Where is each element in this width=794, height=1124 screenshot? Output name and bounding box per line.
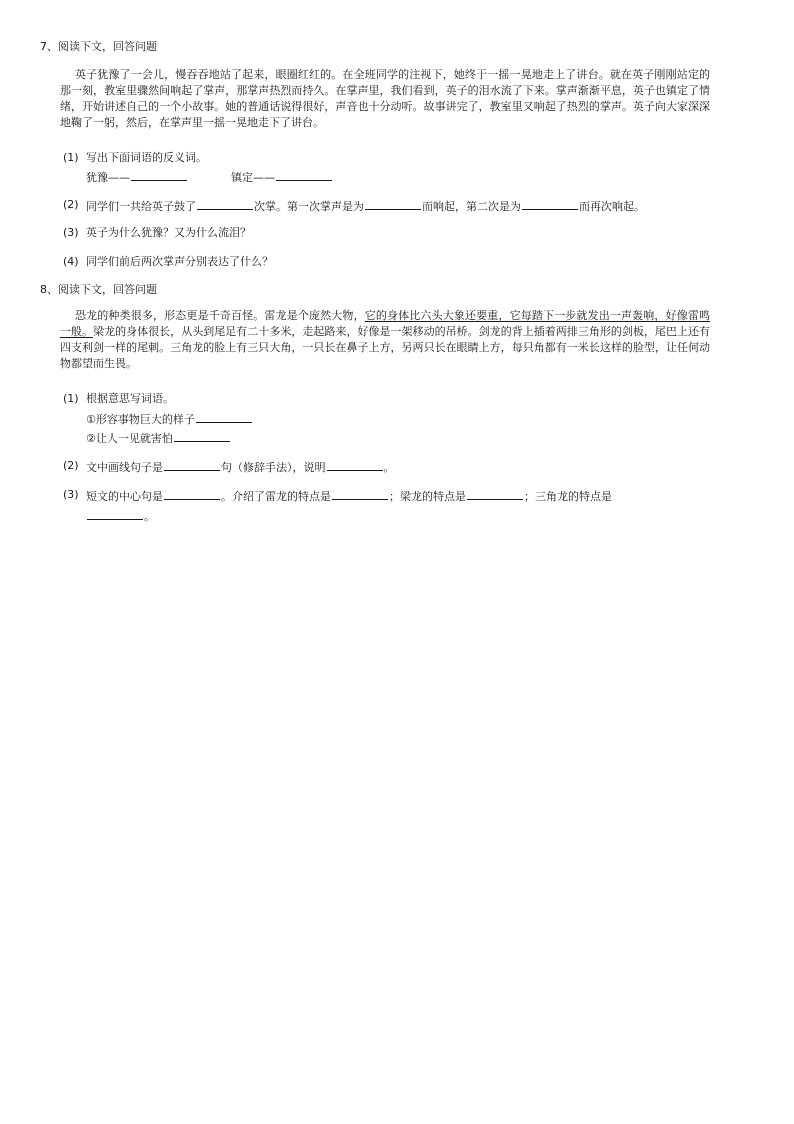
q8-sub3-continuation [86, 507, 155, 525]
question-7-heading: 7、阅读下文，回答问题 [40, 40, 157, 53]
q7-sub2-text-b: 次掌。第一次掌声是为 [254, 200, 364, 213]
q8-sub3-text-d: ；三角龙的特点是 [524, 490, 612, 503]
q8-sub3-blank-3[interactable] [467, 487, 523, 500]
q7-antonym-blank-2[interactable] [276, 168, 332, 181]
q7-sub1-number: (1) [63, 151, 79, 164]
q8-sub1-item-2 [86, 429, 231, 447]
q7-sub2-prompt [86, 197, 645, 215]
q8-sub2-number: (2) [63, 459, 79, 472]
q8-sub1-blank-1[interactable] [196, 410, 252, 423]
q7-sub2-number: (2) [63, 198, 79, 211]
q8-sub3-blank-2[interactable] [332, 487, 388, 500]
q8-sub2-text-b: 句（修辞手法），说明 [221, 461, 326, 474]
q8-sub2-text-c: 。 [383, 461, 395, 474]
q8-sub1-blank-2[interactable] [174, 429, 230, 442]
q8-sub3-text-e: 。 [144, 510, 155, 523]
q7-sub2-text-d: 而再次响起。 [579, 200, 645, 213]
q7-sub2-text-a: 同学们一共给英子鼓了 [86, 200, 196, 213]
q7-sub4-number: (4) [63, 255, 79, 268]
question-7-passage: 英子犹豫了一会儿，慢吞吞地站了起来，眼圈红红的。在全班同学的注视下，她终于一摇一晃地走上了讲台。就在英子刚刚站定的那一刻，教室里骤然间响起了掌声，那掌声热烈而持久。在掌声里，我们看到，英子的泪水流了下来。掌声渐渐平息，英子也镇定了情绪，开始讲述自己的一个小故事。她的普通话说得很好，声音也十分动听。故事讲完了，教室里又响起了热烈的掌声。英子向大家深深地鞠了一躬，然后，在掌声里一摇一晃地走下了讲台。 [60, 68, 710, 129]
q8-passage-text-a: 恐龙的种类很多，形态更是千奇百怪。雷龙是个庞然大物， [75, 309, 365, 322]
q8-sub1-prompt: 根据意思写词语。 [86, 392, 174, 405]
q7-sub3-prompt: 英子为什么犹豫？又为什么流泪？ [86, 226, 251, 239]
q8-sub3-text-b: 。介绍了雷龙的特点是 [221, 490, 331, 503]
q8-sub2-text-a: 文中画线句子是 [86, 461, 163, 474]
q8-sub3-blank-4[interactable] [87, 507, 143, 520]
q8-sub3-prompt [86, 487, 612, 505]
q7-antonym-blank-1[interactable] [131, 168, 187, 181]
q8-sub3-blank-1[interactable] [164, 487, 220, 500]
q8-sub3-text-c: ；梁龙的特点是 [389, 490, 466, 503]
q8-passage-text-b: 梁龙的身体很长，从头到尾足有二十多米，走起路来，好像是一架移动的吊桥。剑龙的背上插着两排三角形的剑板，尾巴上还有四支利剑一样的尾刺。三角龙的脸上有三只大角，一只长在鼻子上方，另两只长在眼睛上方，每只角都有一米长这样的脸型，让任何动物都望而生畏。 [60, 325, 711, 370]
q7-sub4-prompt: 同学们前后两次掌声分别表达了什么？ [86, 255, 273, 268]
q8-sub2-blank-2[interactable] [327, 458, 383, 471]
q8-sub3-number: (3) [63, 488, 79, 501]
q8-sub1-item-1 [86, 410, 253, 428]
q7-word-zhending: 镇定—— [231, 171, 275, 184]
q8-sub1-item-2-text: ②让人一见就害怕 [86, 432, 173, 445]
q8-sub1-item-1-text: ①形容事物巨大的样子 [86, 413, 195, 426]
q8-sub2-blank-1[interactable] [164, 458, 220, 471]
q7-sub2-blank-1[interactable] [197, 197, 253, 210]
q7-sub1-prompt: 写出下面词语的反义词。 [86, 151, 207, 164]
q7-word-youyu: 犹豫—— [86, 171, 130, 184]
q8-sub3-text-a: 短文的中心句是 [86, 490, 163, 503]
q8-underlined-sentence: 它的身体比六头大象还要重，它每踏下一步就发出一声轰响，好像雷鸣一般。 [60, 309, 711, 338]
q7-antonym-row [86, 168, 333, 186]
q8-sub2-prompt [86, 458, 395, 476]
q8-sub1-number: (1) [63, 392, 79, 405]
q7-sub3-number: (3) [63, 226, 79, 239]
q7-sub2-blank-3[interactable] [522, 197, 578, 210]
question-8-heading: 8、阅读下文，回答问题 [40, 283, 157, 296]
q7-sub2-text-c: 而响起，第二次是为 [422, 200, 521, 213]
q7-sub2-blank-2[interactable] [365, 197, 421, 210]
question-8-passage [60, 308, 710, 372]
